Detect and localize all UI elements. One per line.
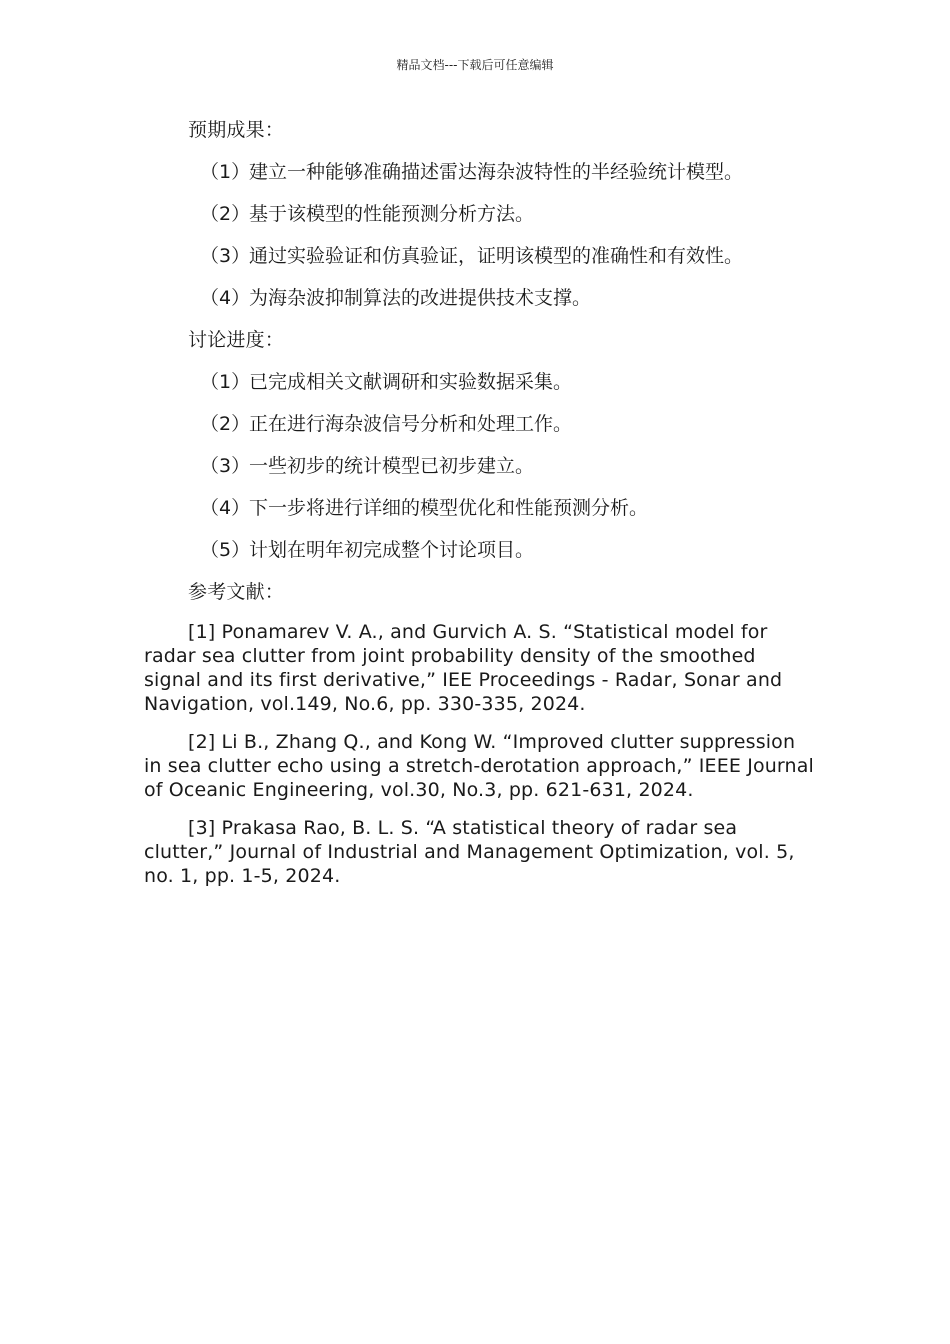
page-header: 精品文档---下载后可任意编辑: [396, 58, 554, 72]
item-text: 基于该模型的性能预测分析方法。: [249, 203, 535, 225]
list-item: [200, 158, 814, 186]
list-item: [200, 242, 814, 270]
list-item: [200, 368, 814, 396]
item-text: 计划在明年初完成整个讨论项目。: [249, 539, 535, 561]
item-number: （1）: [200, 161, 251, 183]
item-number: （3）: [200, 455, 251, 477]
list-item: [200, 494, 814, 522]
item-number: （2）: [200, 203, 251, 225]
item-text: 建立一种能够准确描述雷达海杂波特性的半经验统计模型。: [249, 161, 744, 183]
progress-heading: 讨论进度：: [188, 329, 285, 351]
item-text: 下一步将进行详细的模型优化和性能预测分析。: [249, 497, 649, 519]
reference-entry: [3] Prakasa Rao, B. L. S. “A statistical theory of radar sea clutter,” Journal of Industrial and Management Optimization, vol. 5, no. 1, pp. 1-5, 2024.: [144, 817, 795, 887]
list-item: [200, 284, 814, 312]
list-item: [200, 536, 814, 564]
references-heading: 参考文献：: [188, 581, 285, 603]
item-number: （1）: [200, 371, 251, 393]
item-text: 已完成相关文献调研和实验数据采集。: [249, 371, 573, 393]
list-item: [200, 200, 814, 228]
item-number: （2）: [200, 413, 251, 435]
document-body: [144, 116, 814, 902]
expected-results-heading: 预期成果：: [188, 119, 285, 141]
item-text: 一些初步的统计模型已初步建立。: [249, 455, 535, 477]
item-text: 通过实验验证和仿真验证，证明该模型的准确性和有效性。: [249, 245, 744, 267]
reference-entry: [2] Li B., Zhang Q., and Kong W. “Improved clutter suppression in sea clutter echo using a stretch-derotation approach,” IEEE Journal of Oceanic Engineering, vol.30, No.3, pp. 621-631, 2024.: [144, 731, 814, 801]
item-number: （4）: [200, 287, 251, 309]
item-number: （4）: [200, 497, 251, 519]
item-text: 正在进行海杂波信号分析和处理工作。: [249, 413, 573, 435]
reference-entry: [1] Ponamarev V. A., and Gurvich A. S. “Statistical model for radar sea clutter from joint probability density of the smoothed signal and its first derivative,” IEE Proceedings - Radar, Sonar and Navigation, vol.149, No.6, pp. 330-335, 2024.: [144, 621, 783, 715]
list-item: [200, 410, 814, 438]
item-text: 为海杂波抑制算法的改进提供技术支撑。: [249, 287, 592, 309]
item-number: （3）: [200, 245, 251, 267]
list-item: [200, 452, 814, 480]
item-number: （5）: [200, 539, 251, 561]
